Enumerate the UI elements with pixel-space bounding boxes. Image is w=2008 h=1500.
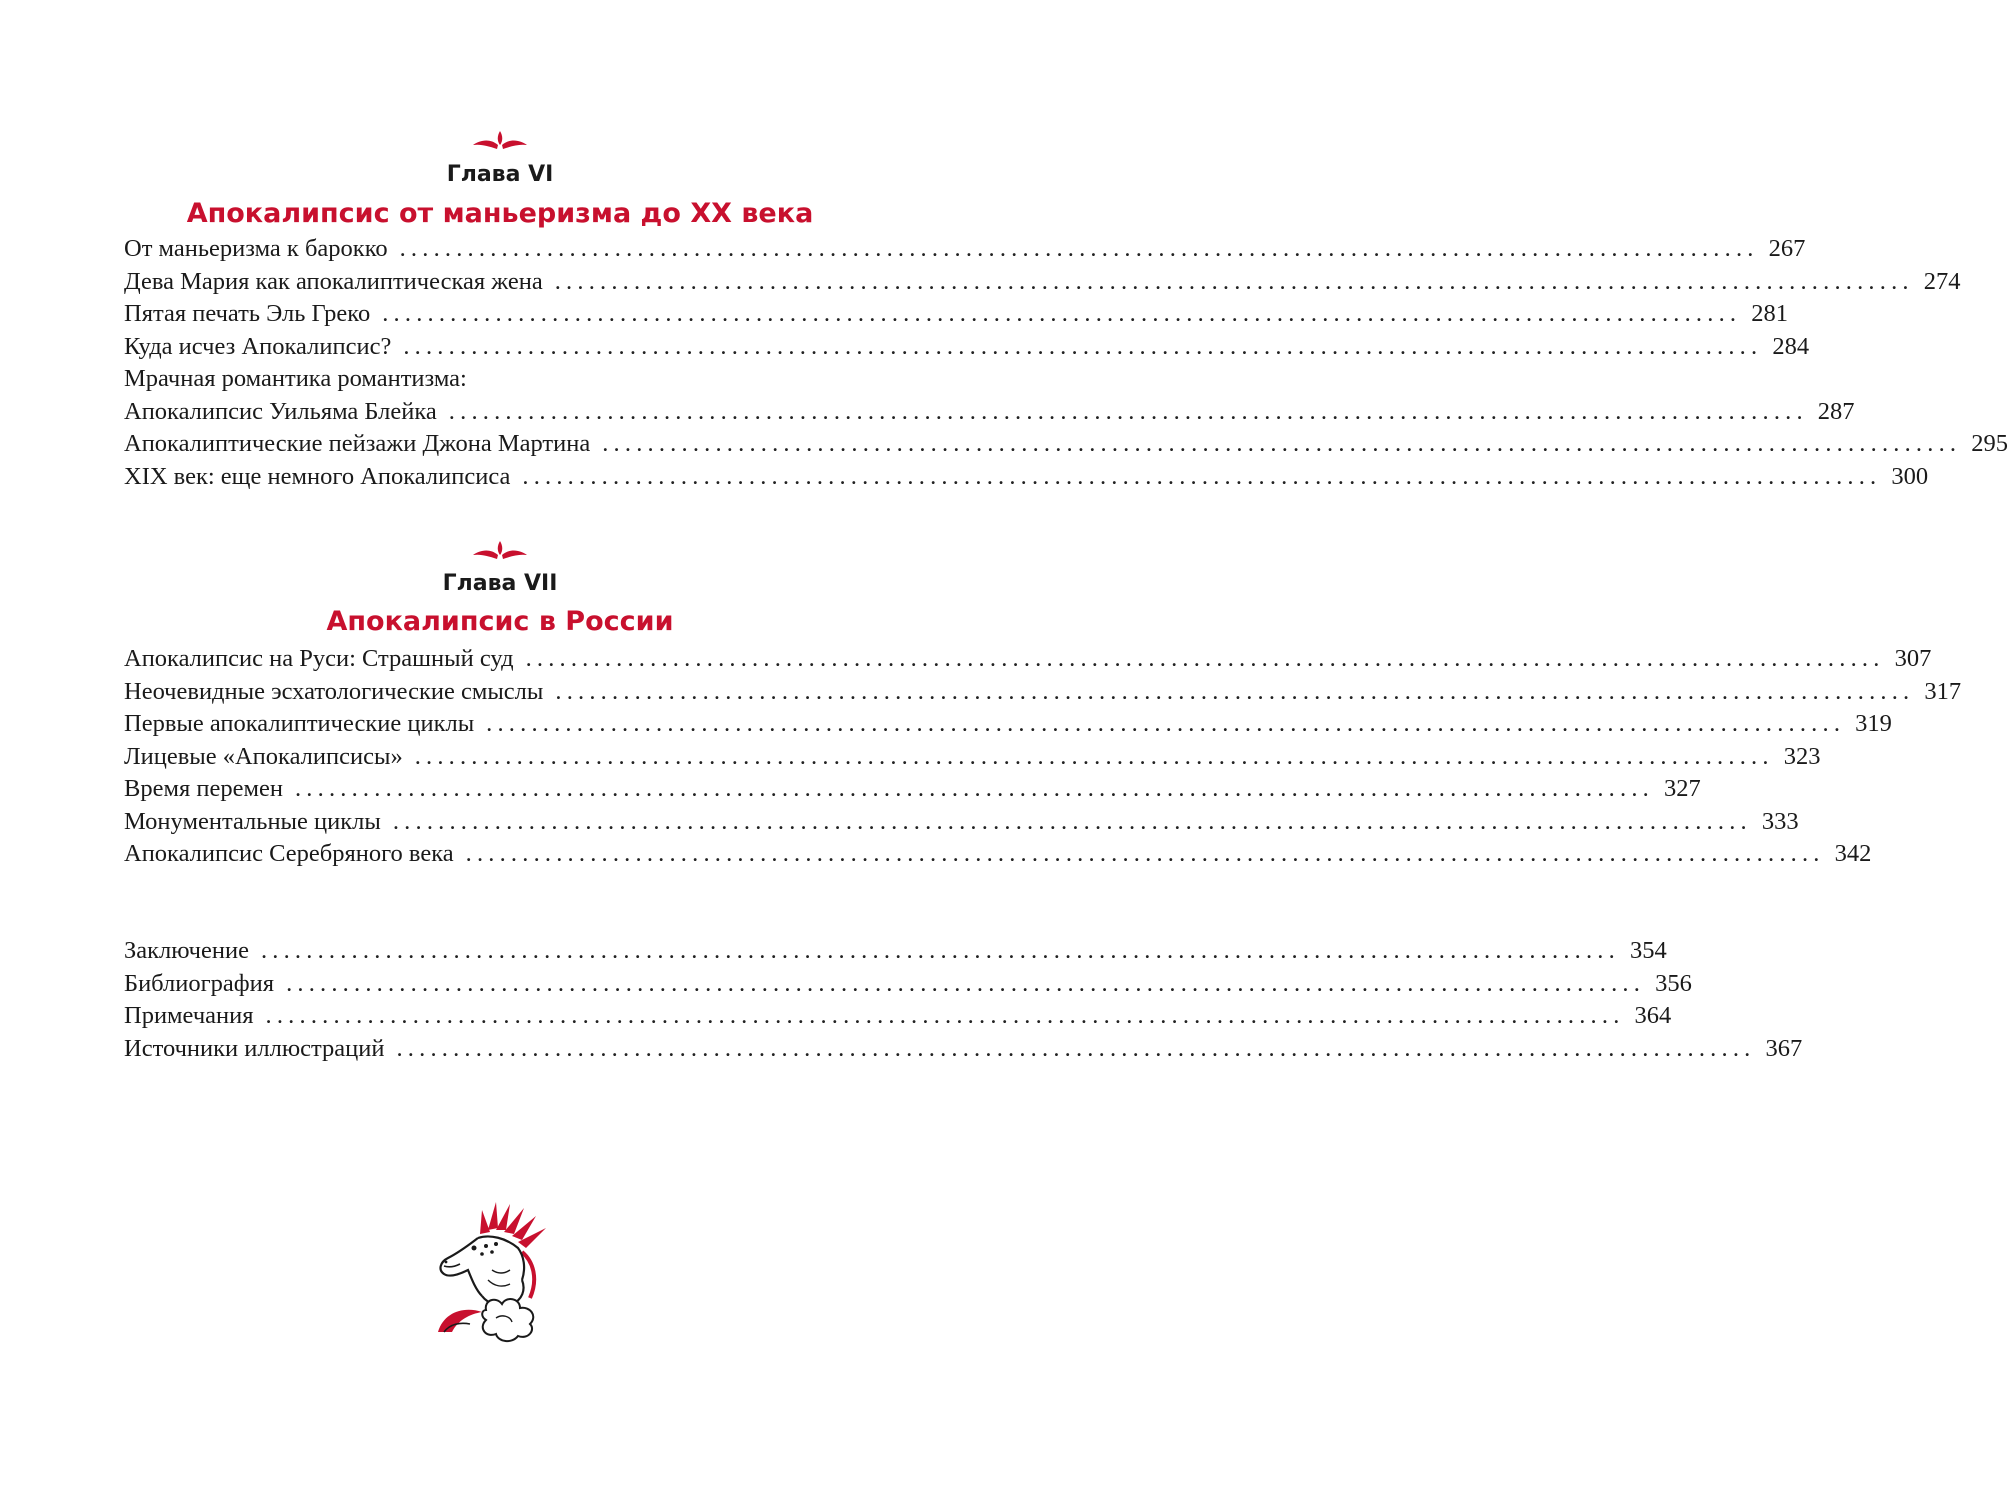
- back-matter-list: [124, 935, 1803, 1065]
- toc-entry-title: Библиография: [124, 969, 275, 997]
- toc-entry-page: 307: [1894, 645, 1932, 672]
- toc-entry[interactable]: [124, 1033, 1803, 1066]
- toc-entry[interactable]: [124, 773, 1701, 806]
- toc-entry-title: Первые апокалиптические циклы: [124, 710, 475, 737]
- toc-entry-page: 364: [1634, 1002, 1672, 1029]
- chapter-title: Апокалипсис в России: [326, 606, 674, 637]
- toc-entry-page: 287: [1817, 397, 1855, 425]
- toc-entry-title: Апокалипсис Серебряного века: [124, 840, 454, 867]
- dot-leader: ........................................................................................................................: [265, 1002, 1625, 1029]
- toc-entry[interactable]: [124, 838, 1872, 871]
- toc-entry-page: 295: [1971, 430, 2008, 457]
- toc-entry[interactable]: [124, 1000, 1672, 1033]
- toc-entry-title: Примечания: [124, 1002, 254, 1029]
- dot-leader: ........................................................................................................................: [554, 267, 1914, 295]
- toc-entry[interactable]: [124, 266, 1961, 299]
- toc-entry-page: 267: [1768, 235, 1806, 262]
- toc-entry-page: 327: [1663, 775, 1701, 802]
- toc-entry-title: Пятая печать Эль Греко: [124, 300, 371, 327]
- toc-entry-page: 333: [1761, 807, 1799, 835]
- toc-entry-page: 323: [1783, 742, 1821, 770]
- toc-entry-title: Лицевые «Апокалипсисы»: [124, 742, 403, 770]
- winged-flame-ornament-icon: [470, 128, 530, 152]
- toc-entry-page: 274: [1923, 267, 1961, 295]
- toc-entry-page: 342: [1834, 840, 1872, 867]
- toc-entry-title: Время перемен: [124, 775, 283, 802]
- dot-leader: ........................................................................................................................: [525, 645, 1885, 672]
- dot-leader: ........................................................................................................................: [448, 397, 1808, 425]
- dot-leader: ........................................................................................................................: [602, 430, 1962, 457]
- toc-entry-title: Мрачная романтика романтизма:: [124, 365, 467, 392]
- dot-leader: ........................................................................................................................: [486, 710, 1846, 737]
- toc-entry-title: От маньеризма к барокко: [124, 235, 388, 262]
- dot-leader: ........................................................................................................................: [465, 840, 1825, 867]
- toc-entry-page: 319: [1855, 710, 1892, 737]
- toc-entry[interactable]: [124, 461, 1929, 494]
- chapter-label: Глава VII: [442, 571, 558, 596]
- dot-leader: ........................................................................................................................: [403, 332, 1763, 360]
- winged-flame-ornament-icon: [470, 538, 530, 562]
- toc-entry-title: Заключение: [124, 937, 249, 964]
- dot-leader: ........................................................................................................................: [414, 742, 1774, 770]
- toc-entry-title: Дева Мария как апокалиптическая жена: [124, 267, 543, 295]
- chapter-title: Апокалипсис от маньеризма до XX века: [186, 198, 814, 229]
- dot-leader: ........................................................................................................................: [555, 677, 1915, 705]
- toc-entry-title: Источники иллюстраций: [124, 1034, 385, 1062]
- toc-entry-page: 317: [1924, 677, 1962, 705]
- beast-illustration-icon: [430, 1200, 560, 1345]
- toc-entry[interactable]: [124, 968, 1692, 1001]
- toc-entry[interactable]: [124, 233, 1806, 266]
- toc-entry-page: 354: [1629, 937, 1667, 964]
- toc-entry-page: 281: [1751, 300, 1788, 327]
- toc-entry-page: 356: [1655, 969, 1692, 997]
- dot-leader: ........................................................................................................................: [399, 235, 1759, 262]
- toc-entry-page: 284: [1772, 332, 1810, 360]
- toc-entry-page: 300: [1891, 462, 1929, 490]
- dot-leader: ........................................................................................................................: [286, 969, 1646, 997]
- dot-leader: ........................................................................................................................: [260, 937, 1620, 964]
- toc-entry-title: Апокалипсис на Руси: Страшный суд: [124, 645, 514, 672]
- dot-leader: ........................................................................................................................: [396, 1034, 1756, 1062]
- dot-leader: ........................................................................................................................: [522, 462, 1882, 490]
- toc-entry[interactable]: [124, 428, 2008, 461]
- toc-entry-title: Неочевидные эсхатологические смыслы: [124, 677, 544, 705]
- toc-entry[interactable]: [124, 741, 1821, 774]
- toc-entry-title: Монументальные циклы: [124, 807, 381, 835]
- toc-list: [124, 233, 2008, 493]
- toc-entry-page: 367: [1765, 1034, 1803, 1062]
- toc-entry-title: Апокалипсис Уильяма Блейка: [124, 397, 437, 425]
- dot-leader: ........................................................................................................................: [392, 807, 1752, 835]
- dot-leader: ........................................................................................................................: [294, 775, 1654, 802]
- toc-list: [124, 643, 1962, 871]
- toc-entry-title: Апокалиптические пейзажи Джона Мартина: [124, 430, 591, 457]
- toc-entry[interactable]: [124, 643, 1932, 676]
- toc-entry[interactable]: [124, 806, 1799, 839]
- toc-entry[interactable]: [124, 676, 1962, 709]
- toc-entry-heading: [124, 363, 870, 396]
- toc-entry-title: Куда исчез Апокалипсис?: [124, 332, 392, 360]
- toc-entry[interactable]: [124, 396, 1855, 429]
- toc-entry[interactable]: [124, 708, 1892, 741]
- toc-entry[interactable]: [124, 331, 1810, 364]
- toc-entry[interactable]: [124, 935, 1667, 968]
- toc-entry[interactable]: [124, 298, 1788, 331]
- dot-leader: ........................................................................................................................: [382, 300, 1742, 327]
- toc-entry-title: XIX век: еще немного Апокалипсиса: [124, 462, 511, 490]
- chapter-label: Глава VI: [446, 162, 554, 187]
